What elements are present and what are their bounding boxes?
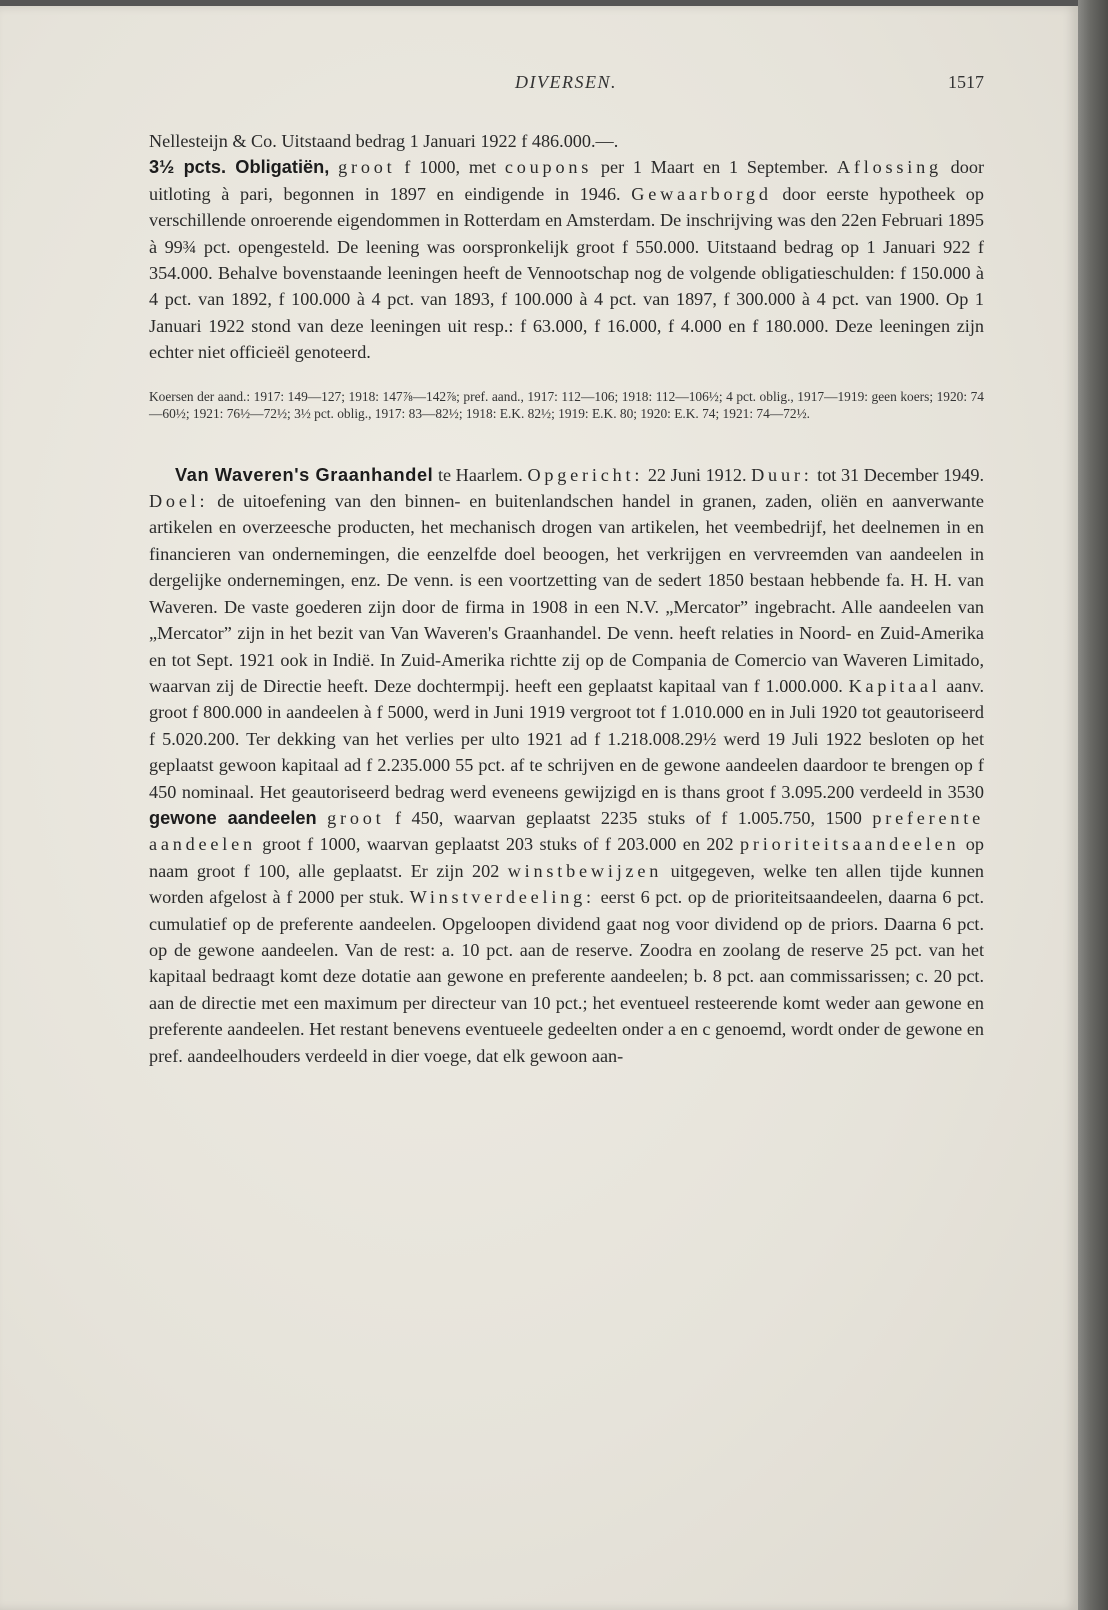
text-run: per 1 Maart en 1 September.	[592, 157, 837, 178]
text-run: f 1000, met	[395, 157, 505, 178]
text-run: door uitloting à pari, begonnen in 1897 en eindigende in 1946.	[149, 157, 984, 204]
spaced-term: Kapitaal	[848, 675, 941, 696]
spaced-term: coupons	[504, 157, 593, 178]
heading-gewone-aandeelen: gewone aandeelen	[149, 807, 317, 828]
text-run: uitgegeven, welke ten allen tijde kunnen worden afgelost à f 2000 per stuk.	[149, 860, 984, 908]
spaced-term: prioriteitsaandeelen	[740, 834, 960, 855]
text-run: eerst 6 pct. op de prioriteitsaandeelen, daarna 6 pct. cumulatief op de preferente aandeelen. Opgeloopen dividend gaat nog voor dividend op de priors. Daarna 6 pct. op de gewone aandeelen. Van de rest: a. 10 pct. aan de reserve. Zoodra en zoolang de reserve 25 pct. van het kapitaal bedraagt komt deze dotatie aan gewone en preferente aandeelen; b. 8 pct. aan commissarissen; c. 20 pct. aan de directie met een maximum per directeur van 10 pct.; het eventueel resteerende komt weder aan gewone en preferente aandeelen. Het restant benevens eventueele gedeelten onder a en c genoemd, wordt onder de gewone en pref. aandeelhouders verdeeld in dier voege, dat elk gewoon aan-	[149, 887, 984, 1066]
text-run: aanv. groot f 800.000 in aandeelen à f 5000, werd in Juni 1919 vergroot tot f 1.010.000 en in Juli 1920 tot geautoriseerd f 5.020.200. Ter dekking van het verlies per ulto 1921 ad f 1.218.008.29½ werd 19 Juli 1922 besloten op het geplaatst gewoon kapitaal ad f 2.235.000 55 pct. af te schrijven en de gewone aandeelen daardoor te brengen op f 450 nominaal. Het geautoriseerd bedrag werd eveneens gewijzigd en is thans groot f 3.095.200 verdeeld in 3530	[149, 675, 985, 802]
page-body	[149, 128, 984, 1069]
running-head	[148, 72, 984, 98]
text-run: door eerste hypotheek op verschillende onroerende eigendommen in Rotterdam en Amsterdam. De inschrijving was den 22en Februari 1895 à 99¾ pct. opengesteld. De leening was oorspronkelijk groot f 550.000. Uitstaand bedrag op 1 Januari 922 f 354.000. Behalve bovenstaande leeningen heeft de Vennootschap nog de volgende obligatieschulden: f 150.000 à 4 pct. van 1892, f 100.000 à 4 pct. van 1893, f 100.000 à 4 pct. van 1897, f 300.000 à 4 pct. van 1900. Op 1 Januari 1922 stond van deze leeningen uit resp.: f 63.000, f 16.000, f 4.000 en f 180.000. Deze leeningen zijn echter niet officieël genoteerd.	[149, 183, 984, 363]
text-run: te Haarlem.	[433, 464, 528, 485]
text-run: Nellesteijn & Co. Uitstaand bedrag 1 Januari 1922 f 486.000.—.	[149, 131, 619, 151]
spaced-term: Gewaarborgd	[631, 183, 772, 204]
paragraph-nellesteijn-obligaties	[149, 128, 984, 366]
spaced-term: preferente aandeelen	[149, 807, 985, 855]
running-title: DIVERSEN.	[515, 72, 617, 92]
spaced-term: groot	[327, 807, 385, 828]
text-run: f 450, waarvan geplaatst 2235 stuks of f 1.005.750, 1500	[384, 807, 873, 828]
spaced-term: Opgericht:	[527, 464, 644, 485]
text-run: de uitoefening van den binnen- en buitenlandschen handel in granen, zaden, oliën en aanverwante artikelen en overzeesche producten, het mechanisch drogen van artikelen, het veembedrijf, het deelnemen in en financieren van ondernemingen, die eenzelfde doel beoogen, het verkrijgen en vervreemden van aandeelen in dergelijke ondernemingen, enz. De venn. is een voortzetting van de sedert 1850 bestaan hebbende fa. H. H. van Waveren. De vaste goederen zijn door de firma in 1908 in een N.V. „Mercator” ingebracht. Alle aandeelen van „Mercator” zijn in het bezit van Van Waveren's Graanhandel. De venn. heeft relaties in Noord- en Zuid-Amerika en tot Sept. 1921 ook in Indië. In Zuid-Amerika richtte zij op de Compania de Comercio van Waveren Limitado, waarvan zij de Directie heeft. Deze dochtermpij. heeft een geplaatst kapitaal van f 1.000.000.	[149, 491, 984, 696]
text-run	[317, 808, 327, 828]
spaced-term: Winstverdeeling:	[409, 887, 595, 908]
text-run: op naam groot f 100, alle geplaatst. Er zijn 202	[149, 834, 984, 881]
paragraph-van-waveren	[149, 462, 984, 1069]
text-run: tot 31 December 1949.	[812, 464, 985, 485]
text-run: 22 Juni 1912.	[643, 464, 752, 485]
text-run: groot f 1000, waarvan geplaatst 203 stuks of f 203.000 en 202	[255, 834, 740, 855]
spaced-term: Aflossing	[836, 157, 942, 178]
company-name-heading: Van Waveren's Graanhandel	[175, 464, 434, 485]
page-number: 1517	[948, 72, 984, 92]
spaced-term: winstbewijzen	[507, 860, 663, 881]
spaced-term: Duur:	[751, 464, 813, 485]
koersen-paragraph: Koersen der aand.: 1917: 149—127; 1918: 147⅞—142⅞; pref. aand., 1917: 112—106; 1918: 112—106½; 4 pct. oblig., 1917—1919: geen koers; 1920: 74—60½; 1921: 76½—72½; 3½ pct. oblig., 1917: 83—82½; 1918: E.K. 82½; 1919: E.K. 80; 1920: E.K. 74; 1921: 74—72½.	[149, 388, 984, 421]
heading-obligatien: 3½ pcts. Obligatiën,	[149, 157, 330, 178]
book-spine-edge	[1078, 0, 1108, 1610]
spaced-term: Doel:	[149, 491, 209, 512]
spaced-term: groot	[338, 157, 396, 178]
